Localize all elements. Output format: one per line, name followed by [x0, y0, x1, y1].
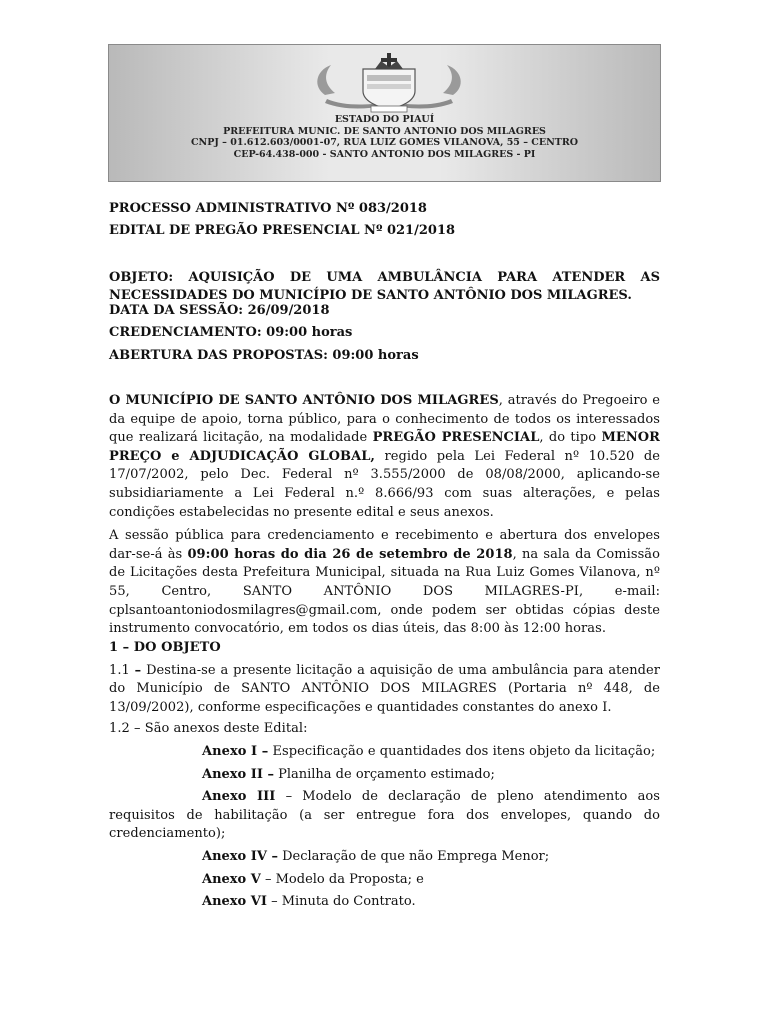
tipo-licitacao: MENOR PREÇO e ADJUDICAÇÃO GLOBAL,: [109, 430, 660, 464]
letterhead-cep: CEP-64.438-000 - SANTO ANTONIO DOS MILAGRES - PI: [233, 148, 536, 160]
intro-text-3: regido pela Lei Federal nº 10.520 de 17/07/2002, pelo Dec. Federal nº 3.555/2000 de 08/08/2000, aplicando-se subsidiariamente a Lei Federal n.º 8.666/93 com suas alterações, e pelas condições estabelecidas no presente edital e seus anexos.: [109, 448, 660, 520]
annex-item: [109, 743, 660, 762]
annex-item: [109, 893, 660, 912]
annex-label: Anexo II –: [202, 766, 274, 782]
letterhead-cnpj: CNPJ – 01.612.603/0001-07, RUA LUIZ GOMES VILANOVA, 55 – CENTRO: [190, 137, 579, 148]
annex-item: [109, 788, 660, 844]
clause-1-2: 1.2 – São anexos deste Edital:: [109, 721, 308, 737]
annex-label: Anexo VI: [202, 894, 267, 910]
intro-paragraph-2: [109, 527, 660, 639]
municipio-name: O MUNICÍPIO DE SANTO ANTÔNIO DOS MILAGRES: [109, 393, 499, 408]
session-text-2: , na sala da Comissão de Licitações desta Prefeitura Municipal, situada na Rua Luiz Gomes Vilanova, nº 55, Centro, SANTO ANTÔNIO DOS MILAGRES-PI, e-mail: cplsantoantoniodosmilagres@gmail.com, onde podem ser obtidas cópias deste instrumento convocatório, em todos os dias úteis, das 8:00 às 12:00 horas.: [109, 546, 660, 637]
annex-text: Especificação e quantidades dos itens objeto da licitação;: [268, 743, 656, 759]
section-1-title: 1 – DO OBJETO: [109, 640, 221, 655]
annex-text: – Minuta do Contrato.: [266, 894, 416, 910]
objeto-line2: NECESSIDADES DO MUNICÍPIO DE SANTO ANTÔNIO DOS MILAGRES.: [109, 288, 632, 303]
session-text-1: A sessão pública para credenciamento e recebimento e abertura dos envelopes dar-se-á às: [109, 528, 660, 562]
clause-1-1-text: Destina-se a presente licitação a aquisição de uma ambulância para atender do Município de SANTO ANTÔNIO DOS MILAGRES (Portaria nº 448, de 13/09/2002), conforme especificações e quantidades constantes do anexo I.: [109, 662, 660, 715]
intro-text-2: , do tipo: [539, 430, 602, 446]
intro-text-1: , através do Pregoeiro e da equipe de apoio, torna público, para o conhecimento de todos os interessados que realizará licitação, na modalidade: [109, 393, 661, 446]
annex-text: – Modelo de declaração de pleno atendimento aos requisitos de habilitação (a ser entregue fora dos envelopes, quando do credenciamento);: [109, 789, 660, 842]
intro-paragraph-1: [109, 392, 660, 522]
processo-title: PROCESSO ADMINISTRATIVO Nº 083/2018: [109, 201, 427, 216]
annex-item: [109, 766, 660, 785]
annex-label: Anexo I –: [202, 743, 269, 759]
annex-item: [109, 871, 660, 890]
annex-item: [109, 848, 660, 867]
clause-1-1-number: 1.1: [109, 662, 135, 678]
annex-label: Anexo III: [202, 789, 276, 805]
modalidade: PREGÃO PRESENCIAL: [372, 430, 540, 446]
edital-title: EDITAL DE PREGÃO PRESENCIAL Nº 021/2018: [109, 223, 456, 238]
session-datetime: 09:00 horas do dia 26 de setembro de 2018: [187, 546, 513, 562]
objeto-block: [109, 269, 660, 305]
annex-label: Anexo IV –: [202, 848, 278, 864]
annex-text: Planilha de orçamento estimado;: [273, 766, 495, 782]
letterhead-prefeitura: PREFEITURA MUNIC. DE SANTO ANTONIO DOS MILAGRES: [223, 125, 546, 137]
annex-text: – Modelo da Proposta; e: [260, 871, 424, 887]
abertura-propostas: ABERTURA DAS PROPOSTAS: 09:00 horas: [109, 348, 419, 363]
municipal-coat-of-arms-icon: [305, 51, 473, 113]
clause-1-1-dash: –: [134, 662, 142, 678]
letterhead-state: ESTADO DO PIAUÍ: [334, 114, 435, 125]
annex-label: Anexo V: [202, 871, 261, 887]
credenciamento: CREDENCIAMENTO: 09:00 horas: [109, 325, 353, 340]
section-objeto: [109, 639, 660, 912]
annex-text: Declaração de que não Emprega Menor;: [277, 848, 550, 864]
letterhead: [108, 44, 661, 182]
clause-1-1: [109, 662, 660, 718]
objeto-line1: OBJETO: AQUISIÇÃO DE UMA AMBULÂNCIA PARA ATENDER AS: [109, 270, 660, 285]
data-sessao: DATA DA SESSÃO: 26/09/2018: [109, 303, 330, 318]
intro-section: [109, 392, 660, 639]
